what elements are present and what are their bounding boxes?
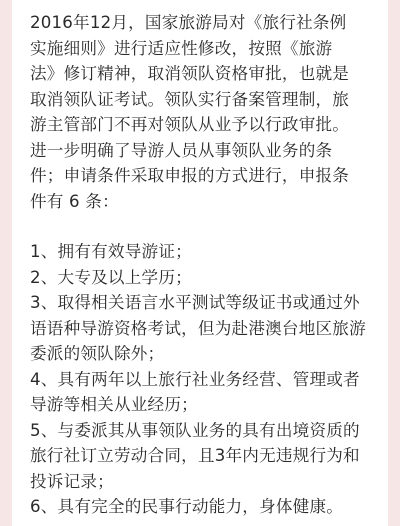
- condition-line: 4、具有两年以上旅行社业务经营、管理或者: [30, 369, 360, 389]
- condition-line: 1、拥有有效导游证；: [30, 242, 192, 261]
- intro-line: 2016年12月，国家旅游局对《旅行社条例: [30, 13, 347, 32]
- condition-line: 投诉记录；: [30, 471, 114, 491]
- intro-line: 取消领队证考试。领队实行备案管理制，旅: [30, 89, 350, 109]
- intro-line: 件；申请条件采取申报的方式进行，申报条: [30, 166, 350, 185]
- condition-line: 委派的领队除外；: [30, 344, 165, 363]
- condition-line: 5、与委派其从事领队业务的具有出境资质的: [30, 420, 360, 440]
- condition-line: 导游等相关从业经历；: [30, 395, 198, 414]
- condition-line: 6、具有完全的民事行动能力，身体健康。: [30, 497, 344, 516]
- intro-line: 件有 6 条：: [30, 191, 119, 211]
- condition-line: 2、大专及以上学历；: [30, 267, 192, 287]
- intro-line: 实施细则》进行适应性修改，按照《旅游: [30, 38, 333, 58]
- condition-line: 3、取得相关语言水平测试等级证书或通过外: [30, 293, 360, 312]
- condition-line: 语语种导游资格考试，但为赴港澳台地区旅游: [30, 318, 366, 338]
- intro-line: 法》修订精神，取消领队资格审批，也就是: [30, 64, 350, 83]
- intro-line: 游主管部门不再对领队从业予以行政审批。: [30, 115, 350, 134]
- intro-paragraph: [30, 10, 374, 214]
- intro-line: 进一步明确了导游人员从事领队业务的条: [30, 140, 333, 160]
- document-card: [12, 0, 388, 526]
- conditions-list: [30, 239, 374, 520]
- paragraph-spacer: [30, 214, 374, 239]
- condition-line: 旅行社订立劳动合同，且3年内无违规行为和: [30, 446, 360, 465]
